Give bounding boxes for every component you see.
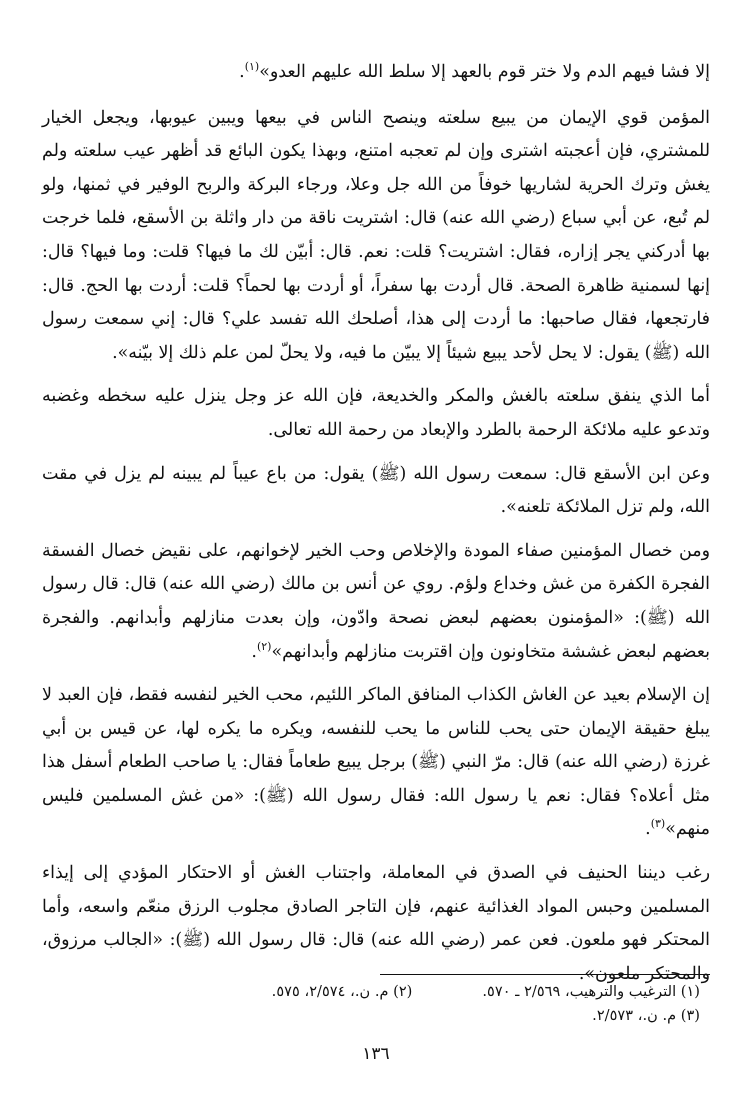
footnote-1: (١) الترغيب والترهيب، ٢/٥٦٩ ـ ٥٧٠. [482, 983, 700, 1000]
paragraph-2: المؤمن قوي الإيمان من يبيع سلعته وينصح الناس في بيعها ويبين عيوبها، ويجعل الخيار للمشتري، فإن أعجبته اشترى وإن لم تعجبه امتنع، وبهذا يكون البائع قد أظهر عيب سلعته ولم يغش وترك الحرية لشاريها خوفاً من الله جل وعلا، ورجاء البركة والربح الوفير في ثمنها، ولو لم تُبع، عن أبي سباع (رضي الله عنه) قال: اشتريت ناقة من دار واثلة بن الأسقع، فلما خرجت بها أدركني يجر إزاره، فقال: اشتريت؟ قلت: نعم. قال: أبيّن لك ما فيها؟ قلت: وما فيها؟ قال: إنها لسمنية ظاهرة الصحة. قال أردت بها سفراً، أو أردت بها لحماً؟ قلت: أردت بها الحج. قال: فارتجعها، فقال صاحبها: ما أردت إلى هذا، أصلحك الله تفسد علي؟ قال: إني سمعت رسول الله (ﷺ) يقول: لا يحل لأحد يبيع شيئاً إلا يبيّن ما فيه، ولا يحلّ لمن علم ذلك إلا بيّنه». [42, 107, 710, 363]
footnote-ref-1: (١) [244, 60, 260, 74]
page-number: ١٣٦ [362, 1044, 390, 1064]
paragraph-6-text: إن الإسلام بعيد عن الغاش الكذاب المنافق الماكر اللئيم، محب الخير لنفسه فقط، فإن العبد لا يبلغ حقيقة الإيمان حتى يحب للناس ما يحب للنفسه، ويكره ما يكره لها، عن قيس بن أبي غرزة (رضي الله عنه) قال: مرّ النبي (ﷺ) برجل يبيع طعاماً فقال: يا صاحب الطعام أسفل هذا مثل أعلاه؟ فقال: نعم يا رسول الله: فقال رسول الله (ﷺ): «من غش المسلمين فليس منهم» [42, 685, 710, 840]
footnote-ref-2: (٢) [256, 639, 272, 653]
footnotes [52, 980, 700, 1028]
paragraph-1: إلا فشا فيهم الدم ولا ختر قوم بالعهد إلا سلط الله عليهم العدو»$^{(١)}$. [239, 60, 710, 82]
paragraph-3: أما الذي ينفق سلعته بالغش والمكر والخديعة، فإن الله عز وجل ينزل عليه سخطه وغضبه وتدعو عليه ملائكة الرحمة بالطرد والإبعاد من رحمة الله تعالى. [42, 386, 710, 440]
paragraph-6: إن الإسلام بعيد عن الغاش الكذاب المنافق الماكر اللئيم، محب الخير لنفسه فقط، فإن العبد لا يبلغ حقيقة الإيمان حتى يحب للناس ما يحب للنفسه، ويكره ما يكره لها، عن قيس بن أبي غرزة (رضي الله عنه) قال: مرّ النبي (ﷺ) برجل يبيع طعاماً فقال: يا صاحب الطعام أسفل هذا مثل أعلاه؟ فقال: نعم يا رسول الله: فقال رسول الله (ﷺ): «من غش المسلمين فليس منهم»$^{(٣)}$. [42, 685, 710, 840]
footnote-divider [380, 974, 710, 975]
paragraph-4: وعن ابن الأسقع قال: سمعت رسول الله (ﷺ) يقول: من باع عيباً لم يبينه لم يزل في مقت الله، ولم تزل الملائكة تلعنه». [42, 463, 710, 518]
paragraph-1-text: إلا فشا فيهم الدم ولا ختر قوم بالعهد إلا سلط الله عليهم العدو» [259, 62, 710, 82]
footnote-ref-3: (٣) [650, 817, 666, 831]
footnote-row-2 [52, 1004, 700, 1028]
footnote-2: (٢) م. ن.، ٢/٥٧٤، ٥٧٥. [271, 983, 413, 1000]
paragraph-5: ومن خصال المؤمنين صفاء المودة والإخلاص وحب الخير لإخوانهم، على نقيض خصال الفسقة الفجرة الكفرة من غش وخداع ولؤم. روي عن أنس بن مالك (رضي الله عنه) قال: قال رسول الله (ﷺ): «المؤمنون بعضهم لبعض نصحة وادّون، وإن بعدت منازلهم وأبدانهم. والفجرة بعضهم لبعض غششة متخاونون وإن اقتربت منازلهم وأبدانهم»$^{(٢)}$. [42, 540, 710, 662]
paragraph-7: رغب ديننا الحنيف في الصدق في المعاملة، واجتناب الغش أو الاحتكار المؤدي إلى إيذاء المسلمين وحبس المواد الغذائية عنهم، فإن التاجر الصادق مجلوب الرزق منعّم واسعه، وأما المحتكر فهو ملعون. فعن عمر (رضي الله عنه) قال: قال رسول الله (ﷺ): «الجالب مرزوق، والمحتكر ملعون». [42, 863, 710, 984]
footnote-3: (٣) م. ن.، ٢/٥٧٣. [592, 1007, 700, 1024]
footnote-row-1 [52, 980, 700, 1004]
paragraph-5-text: ومن خصال المؤمنين صفاء المودة والإخلاص وحب الخير لإخوانهم، على نقيض خصال الفسقة الفجرة الكفرة من غش وخداع ولؤم. روي عن أنس بن مالك (رضي الله عنه) قال: قال رسول الله (ﷺ): «المؤمنون بعضهم لبعض نصحة وادّون، وإن بعدت منازلهم وأبدانهم. والفجرة بعضهم لبعض غششة متخاونون وإن اقتربت منازلهم وأبدانهم» [42, 540, 710, 662]
